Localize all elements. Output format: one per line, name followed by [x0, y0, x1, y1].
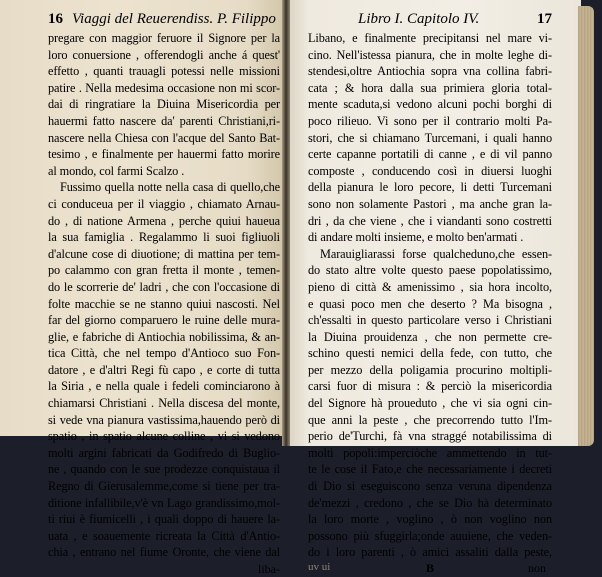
text-line: dri , da che viene , che i viandanti sono costretti	[308, 213, 552, 228]
text-line: certe capanne portatili di canne , e di vil panno	[308, 147, 552, 162]
page-number: 17	[537, 11, 552, 27]
text-line: e quasi poco men che deserto ? Ma bisogna ,	[308, 296, 552, 311]
text-line: di andare molti insieme, e molto ben'armati .	[308, 230, 524, 245]
text-line: nascere nella Chiesa con l'acque del Santo Bat-	[48, 130, 280, 145]
text-line: de'mezzi , credono , che se Dio hà determinato	[308, 495, 552, 510]
text-line: chiamarsi Christiani . Nella discesa del monte,	[48, 396, 280, 411]
text-line: folte macchie se ne stanno quiui nascosti. Nel	[48, 296, 280, 311]
text-line: do le scorrerie de' ladri , che con l'occasione di	[48, 279, 280, 294]
text-line: sono non solamente Pastori , ma anche gran la-	[308, 196, 552, 211]
text-line: la loro morte , voglino , ò non voglino non	[308, 512, 552, 527]
text-line: que anni la peste , che precorrendo tutto l'Im-	[308, 412, 552, 427]
text-line: pregare con maggior feruore il Signore per la	[48, 31, 280, 45]
text-line: la Diuina prouidenza , che non permette cre-	[308, 329, 552, 344]
text-line: dai di ringratiare la Diuina Misericordia per	[48, 97, 280, 112]
text-line: do , di natione Armena , perche quiui haueua	[48, 213, 280, 228]
text-line: do stato altre volte questo paese popolatissimo,	[308, 263, 552, 278]
text-line: pieno di città & amenissimo , sia hora incolto,	[308, 279, 552, 294]
text-line: patire . Nella medesima occasione non mi scor-	[48, 80, 280, 95]
text-line: glie, e fabriche di Antiochia nobilissima, & an-	[48, 329, 280, 344]
text-line: della pianura le loro pecore, li detti Turcemani	[308, 180, 552, 195]
text-line: uata , e soauemente ricreata la Città d'Antio-	[48, 528, 280, 543]
text-line: Marauigliarassi forse qualcheduno,che essen-	[320, 246, 552, 261]
page-number: 16	[48, 11, 63, 27]
text-line: molti popoli:imperciòche ammettendo in tut-	[308, 445, 552, 460]
text-line: po calammo con gran fretta il monte , temen-	[48, 263, 280, 278]
text-line: ne , quando con le sue prodezze conquistaua il	[48, 462, 280, 477]
signature-mark: B	[426, 561, 435, 575]
text-line: effetto , quanti trauagli potessi nelle missioni	[48, 64, 280, 79]
text-line: ditione infallibile,v'è vn Lago grandissimo,mol-	[48, 495, 280, 510]
text-line: ch'essalti in questo particolare verso i Christiani	[308, 313, 552, 328]
text-line: Fussimo quella notte nella casa di quello,che	[60, 180, 280, 195]
text-line: di Dio si eseguiscono senza veruna dipendenza	[308, 479, 552, 494]
text-line: d'alcune cose di diuotione; di mattina per tem-	[48, 246, 280, 261]
text-line: far del giorno comparuero le ruine delle mura-	[48, 313, 280, 328]
signature-row	[308, 561, 552, 577]
text-line: te le cose il Fato,e che necessariamente i decreti	[308, 462, 552, 477]
text-line: al mondo, col farmi Scalzo .	[48, 163, 185, 178]
text-line: loro conuersione , offerendogli anche á quest'	[48, 47, 280, 62]
text-line: possono più sfuggirla;onde auuiene, che veden-	[308, 528, 552, 543]
text-line: cata ; & hora dalla sua primiera gloria total-	[308, 80, 552, 95]
catchword: non	[528, 561, 546, 575]
text-line: Libano, e finalmente precipitansi nel mare vi-	[308, 31, 552, 45]
bleed-through-mark: uv ui	[308, 561, 331, 573]
text-line: la sua famiglia . Regalammo li suoi figliuoli	[48, 230, 280, 245]
text-line: tesimo , e finalmente per hauermi fatto morire	[48, 147, 280, 162]
catchword-row	[48, 561, 280, 577]
text-line: chia , entrano nel fiume Oronte, che viene dal	[48, 545, 280, 560]
page-fore-edge	[578, 6, 594, 446]
text-line: stendesi,oltre Antiochia sopra vna collina fabri-	[308, 64, 552, 79]
text-line: hauermi fatto nascere da' parenti Christiani,ri-	[48, 113, 280, 128]
text-line: schino questi nemici della fede, con tutto, che	[308, 346, 552, 361]
text-line: do i loro parenti , ò amici assaliti dalla peste,	[308, 545, 552, 560]
right-page-text	[308, 10, 552, 577]
book-gutter	[282, 0, 290, 446]
text-line: ci conduceua per il viaggio , chiamato Arnau-	[48, 196, 280, 211]
text-line: la Siria , e nella quale i fedeli cominciarono à	[48, 379, 280, 394]
text-line: stori, che si chiamano Turcemani, i quali hanno	[308, 130, 552, 145]
text-line: per mezzo della poligamia procurino moltipli-	[308, 362, 552, 377]
left-page-header	[48, 10, 280, 28]
text-line: si vede vna pianura vastissima,hauendo però di	[48, 412, 280, 427]
catchword: liba-	[258, 562, 280, 576]
text-line: tica Città, che nel tempo d'Antioco suo Fon-	[48, 346, 280, 361]
left-page-body	[48, 30, 280, 561]
left-page-text	[48, 10, 280, 577]
text-line: Regno di Gierusalemme,come si tiene per tra-	[48, 479, 280, 494]
running-head: Libro I. Capitolo IV.	[358, 11, 480, 27]
running-head: Viaggi del Reuerendiss. P. Filippo	[72, 11, 276, 27]
text-line: del Signore hà proueduto , che vi sia ogni cin-	[308, 396, 552, 411]
text-line: cino. Nell'istessa pianura, che in molte leghe di-	[308, 47, 552, 62]
text-line: mente scaduta,si vedono alcuni pochi borghi di	[308, 97, 552, 112]
text-line: carsi fuor di misura : & perciò la misericordia	[308, 379, 552, 394]
text-line: composte , conducendo così in diuersi luoghi	[308, 163, 552, 178]
text-line: poco rilieuo. Vi sono per il contrario molti Pa-	[308, 113, 552, 128]
text-line: molti argini fabricati da Godifredo di Buglio-	[48, 445, 280, 460]
text-line: datore , e d'altri Regi fù capo , e corte di tutta	[48, 362, 280, 377]
text-line: perio de'Turchi, fà vna straggé notabilissima di	[308, 429, 552, 444]
right-page-body	[308, 30, 552, 561]
text-line: ti riui è fiumicelli , i quali doppo di hauere la-	[48, 512, 280, 527]
right-page-header	[308, 10, 552, 28]
text-line: spatio , in spatio alcune colline , vi si vedono	[48, 429, 280, 444]
